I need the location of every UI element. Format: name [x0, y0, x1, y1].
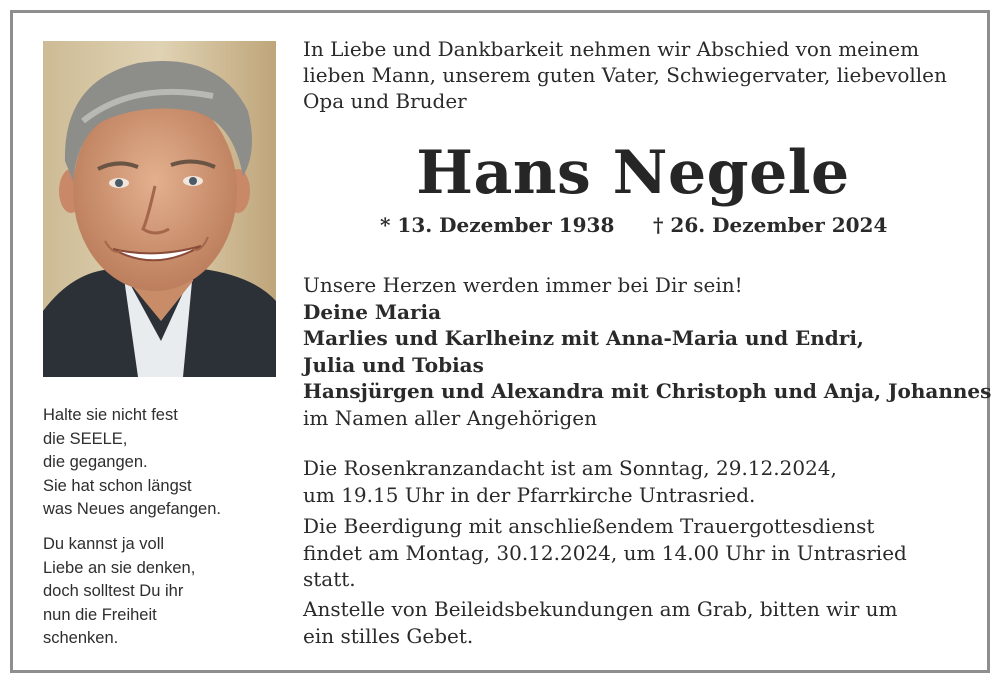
- deceased-name: Hans Negele: [416, 138, 850, 208]
- birth-date: * 13. Dezember 1938: [380, 213, 615, 237]
- poem-stanza-2: [43, 533, 195, 651]
- condolence-notice: [303, 596, 963, 649]
- notice-line: statt.: [303, 567, 356, 591]
- funeral-notice: [303, 513, 963, 593]
- intro-text: [303, 36, 963, 114]
- poem-line: Du kannst ja voll: [43, 535, 165, 553]
- poem-line: Liebe an sie denken,: [43, 558, 196, 577]
- poem-line: schenken.: [43, 629, 119, 647]
- poem-line: Sie hat schon längst: [43, 476, 192, 495]
- family-member: Julia und Tobias: [303, 352, 484, 377]
- intro-line: In Liebe und Dankbarkeit nehmen wir Abschied von meinem: [303, 37, 920, 61]
- death-date: † 26. Dezember 2024: [653, 213, 888, 237]
- poem-line: nun die Freiheit: [43, 605, 157, 624]
- notice-line: Die Rosenkranzandacht ist am Sonntag, 29.12.2024,: [303, 456, 837, 480]
- intro-line: lieben Mann, unserem guten Vater, Schwiegervater, liebevollen: [303, 63, 947, 87]
- notice-line: Anstelle von Beileidsbekundungen am Grab, bitten wir um: [303, 597, 898, 621]
- family-member: Deine Maria: [303, 299, 442, 324]
- notice-line: ein stilles Gebet.: [303, 623, 474, 648]
- poem-stanza-1: [43, 404, 221, 522]
- poem-line: doch solltest Du ihr: [43, 582, 184, 600]
- intro-line: Opa und Bruder: [303, 89, 467, 113]
- poem-line: die gegangen.: [43, 453, 148, 471]
- portrait-photo: [43, 41, 276, 377]
- poem-line: was Neues angefangen.: [43, 500, 221, 518]
- family-opening: Unsere Herzen werden immer bei Dir sein!: [303, 273, 743, 297]
- notice-line: findet am Montag, 30.12.2024, um 14.00 Uhr in Untrasried: [303, 540, 907, 565]
- notice-line: um 19.15 Uhr in der Pfarrkirche Untrasried.: [303, 482, 756, 507]
- notice-line: Die Beerdigung mit anschließendem Trauergottesdienst: [303, 514, 875, 538]
- rosary-notice: [303, 455, 963, 508]
- family-member: Marlies und Karlheinz mit Anna-Maria und Endri,: [303, 326, 864, 350]
- family-closing: im Namen aller Angehörigen: [303, 405, 598, 430]
- poem-line: Halte sie nicht fest: [43, 406, 178, 424]
- family-section: [303, 272, 992, 431]
- family-member: Hansjürgen und Alexandra mit Christoph und Anja, Johannes: [303, 379, 992, 403]
- poem-line: die SEELE,: [43, 429, 128, 448]
